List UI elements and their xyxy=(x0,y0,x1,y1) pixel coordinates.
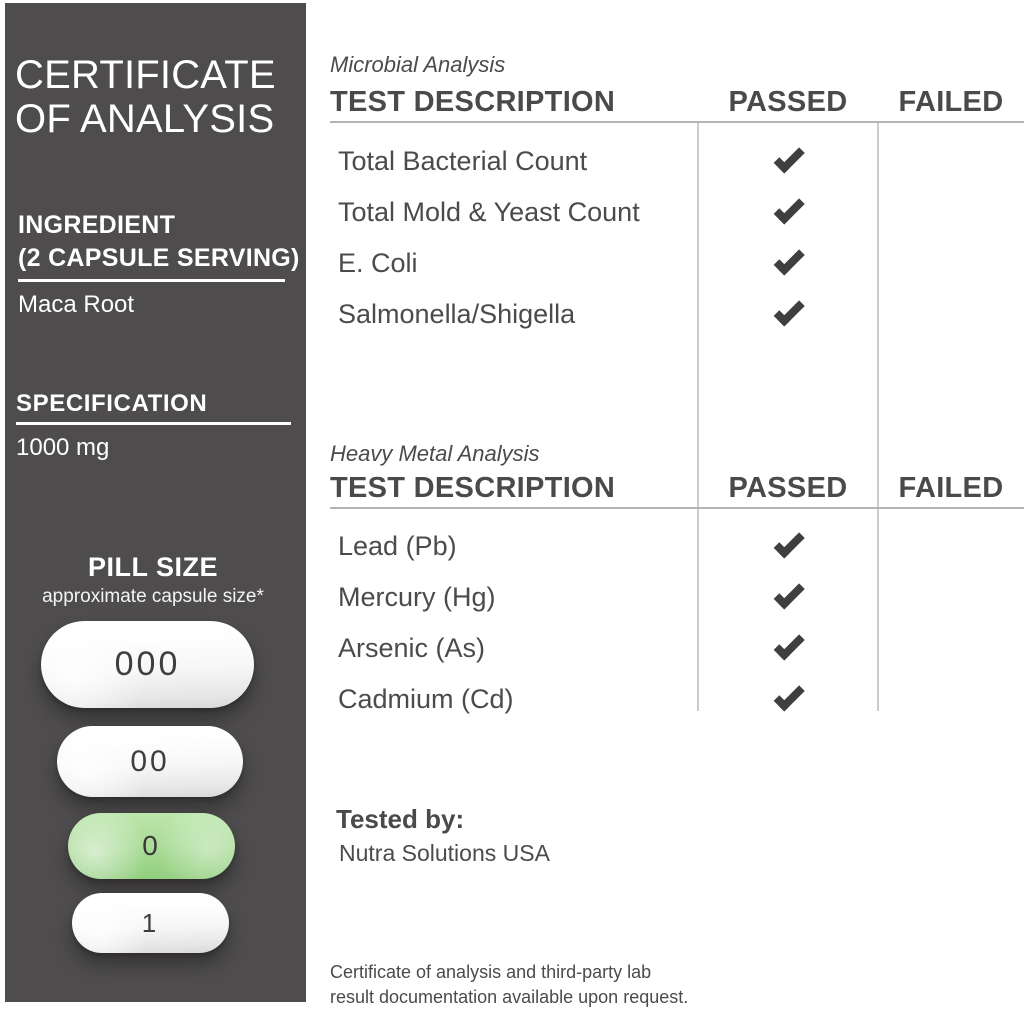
passed-cell xyxy=(698,685,878,714)
checkmark-icon xyxy=(773,295,804,326)
test-name: Salmonella/Shigella xyxy=(338,299,576,329)
microbial-table-title: Microbial Analysis xyxy=(330,52,506,77)
page-title-line1: CERTIFICATE xyxy=(15,53,276,97)
capsule-size-1-label: 1 xyxy=(141,907,160,938)
column-header-test-description: TEST DESCRIPTION xyxy=(330,472,616,504)
passed-cell xyxy=(698,532,878,561)
heavy-metal-table-rows xyxy=(330,521,1024,725)
microbial-table-header xyxy=(330,86,1024,119)
test-name: Total Mold & Yeast Count xyxy=(338,197,640,227)
heavy-metal-table-header xyxy=(330,472,1024,505)
test-name: Mercury (Hg) xyxy=(338,582,496,612)
column-header-failed: FAILED xyxy=(898,86,1004,118)
checkmark-icon xyxy=(773,142,804,173)
checkmark-icon xyxy=(773,578,804,609)
ingredient-heading-line2: (2 CAPSULE SERVING) xyxy=(18,244,300,272)
specification-heading: SPECIFICATION xyxy=(16,390,208,417)
checkmark-icon xyxy=(773,680,804,711)
passed-cell xyxy=(698,249,878,278)
passed-cell xyxy=(698,634,878,663)
table-row xyxy=(330,674,1024,725)
column-header-passed: PASSED xyxy=(728,472,848,504)
checkmark-icon xyxy=(773,244,804,275)
checkmark-icon xyxy=(773,193,804,224)
checkmark-icon xyxy=(773,527,804,558)
test-name: Cadmium (Cd) xyxy=(338,684,514,714)
passed-cell xyxy=(698,147,878,176)
test-name: E. Coli xyxy=(338,248,418,278)
table-row xyxy=(330,572,1024,623)
column-header-passed: PASSED xyxy=(728,86,848,118)
column-header-test-description: TEST DESCRIPTION xyxy=(330,86,616,118)
test-name: Lead (Pb) xyxy=(338,531,457,561)
microbial-table-rows xyxy=(330,136,1024,340)
heavy-metal-table-title: Heavy Metal Analysis xyxy=(330,441,540,466)
footnote-line1: Certificate of analysis and third-party lab xyxy=(330,962,652,982)
table-row xyxy=(330,136,1024,187)
footnote xyxy=(330,960,688,1010)
capsule-size-000-label: 000 xyxy=(114,645,181,683)
capsule-size-0-label: 0 xyxy=(142,830,161,861)
table-row xyxy=(330,521,1024,572)
tested-by-label: Tested by: xyxy=(336,804,465,834)
page-title-line2: OF ANALYSIS xyxy=(15,97,275,141)
table-row xyxy=(330,289,1024,340)
column-header-failed: FAILED xyxy=(898,472,1004,504)
ingredient-heading-line1: INGREDIENT xyxy=(18,211,176,239)
test-name: Total Bacterial Count xyxy=(338,146,588,176)
ingredient-value: Maca Root xyxy=(18,291,135,318)
table-row xyxy=(330,238,1024,289)
microbial-header-rule xyxy=(330,121,1024,123)
passed-cell xyxy=(698,198,878,227)
checkmark-icon xyxy=(773,629,804,660)
footnote-line2: result documentation available upon request. xyxy=(330,987,689,1007)
test-name: Arsenic (As) xyxy=(338,633,486,663)
capsule-size-00-label: 00 xyxy=(130,744,170,778)
pill-size-subheading: approximate capsule size* xyxy=(42,586,264,607)
tested-by-value: Nutra Solutions USA xyxy=(339,840,550,866)
specification-value: 1000 mg xyxy=(16,434,110,461)
heavy-metal-header-rule xyxy=(330,507,1024,509)
table-row xyxy=(330,187,1024,238)
passed-cell xyxy=(698,583,878,612)
pill-size-heading: PILL SIZE xyxy=(87,552,219,582)
passed-cell xyxy=(698,300,878,329)
table-row xyxy=(330,623,1024,674)
